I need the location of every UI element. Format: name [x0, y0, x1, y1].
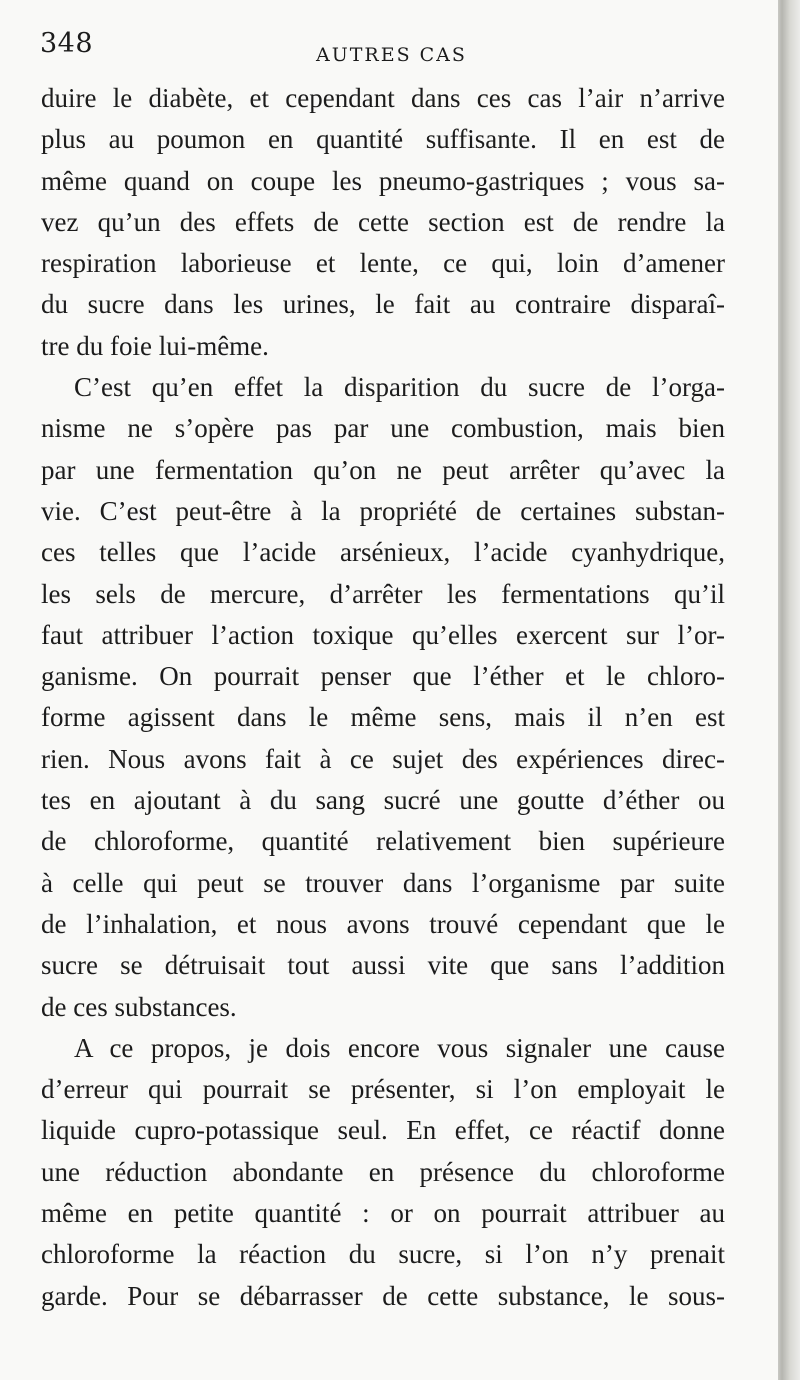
- page-edge: [778, 0, 800, 1380]
- page-header: [40, 28, 740, 78]
- text-line: du sucre dans les urines, le fait au contraire disparaî-: [41, 289, 725, 320]
- text-line: plus au poumon en quantité suffisante. Il en est de: [41, 124, 725, 155]
- text-line: même quand on coupe les pneumo-gastriques ; vous sa-: [41, 165, 725, 196]
- text-line: chloroforme la réaction du sucre, si l’on n’y prenait: [41, 1239, 725, 1270]
- text-line: par une fermentation qu’on ne peut arrêter qu’avec la: [41, 454, 725, 485]
- text-line: ces telles que l’acide arsénieux, l’acide cyanhydrique,: [41, 537, 725, 568]
- body-text: [41, 78, 725, 1317]
- text-line: vie. C’est peut-être à la propriété de certaines substan-: [41, 495, 725, 526]
- text-line: faut attribuer l’action toxique qu’elles exercent sur l’or-: [41, 619, 725, 650]
- text-line: rien. Nous avons fait à ce sujet des expériences direc-: [41, 743, 725, 774]
- text-line: duire le diabète, et cependant dans ces cas l’air n’arrive: [41, 83, 725, 113]
- text-line: d’erreur qui pourrait se présenter, si l’on employait le: [41, 1074, 725, 1105]
- text-line: les sels de mercure, d’arrêter les fermentations qu’il: [41, 578, 725, 609]
- paragraph: [41, 78, 725, 367]
- text-line: ganisme. On pourrait penser que l’éther et le chloro-: [41, 661, 725, 692]
- text-line: vez qu’un des effets de cette section est de rendre la: [41, 206, 725, 237]
- text-line: tes en ajoutant à du sang sucré une goutte d’éther ou: [41, 785, 725, 816]
- text-line: une réduction abondante en présence du chloroforme: [41, 1156, 725, 1187]
- text-line: de l’inhalation, et nous avons trouvé cependant que le: [41, 908, 725, 939]
- text-line: même en petite quantité : or on pourrait attribuer au: [41, 1198, 725, 1229]
- paragraph: [41, 367, 725, 1028]
- text-line: de ces substances.: [41, 991, 237, 1022]
- text-line: garde. Pour se débarrasser de cette substance, le sous-: [41, 1280, 725, 1311]
- text-line: liquide cupro-potassique seul. En effet, ce réactif donne: [41, 1115, 725, 1146]
- text-line: nisme ne s’opère pas par une combustion, mais bien: [41, 413, 725, 444]
- text-line: de chloroforme, quantité relativement bien supérieure: [41, 826, 725, 857]
- text-line: à celle qui peut se trouver dans l’organisme par suite: [41, 867, 725, 898]
- text-line: respiration laborieuse et lente, ce qui, loin d’amener: [41, 248, 725, 279]
- text-line: tre du foie lui-même.: [41, 330, 269, 361]
- running-title: AUTRES CAS: [316, 44, 467, 66]
- text-line: A ce propos, je dois encore vous signaler une cause: [74, 1032, 725, 1063]
- page-number: 348: [40, 28, 94, 59]
- text-line: forme agissent dans le même sens, mais il n’en est: [41, 702, 725, 733]
- text-line: C’est qu’en effet la disparition du sucre de l’orga-: [74, 372, 725, 403]
- text-line: sucre se détruisait tout aussi vite que sans l’addition: [41, 950, 725, 981]
- paragraph: [41, 1028, 725, 1317]
